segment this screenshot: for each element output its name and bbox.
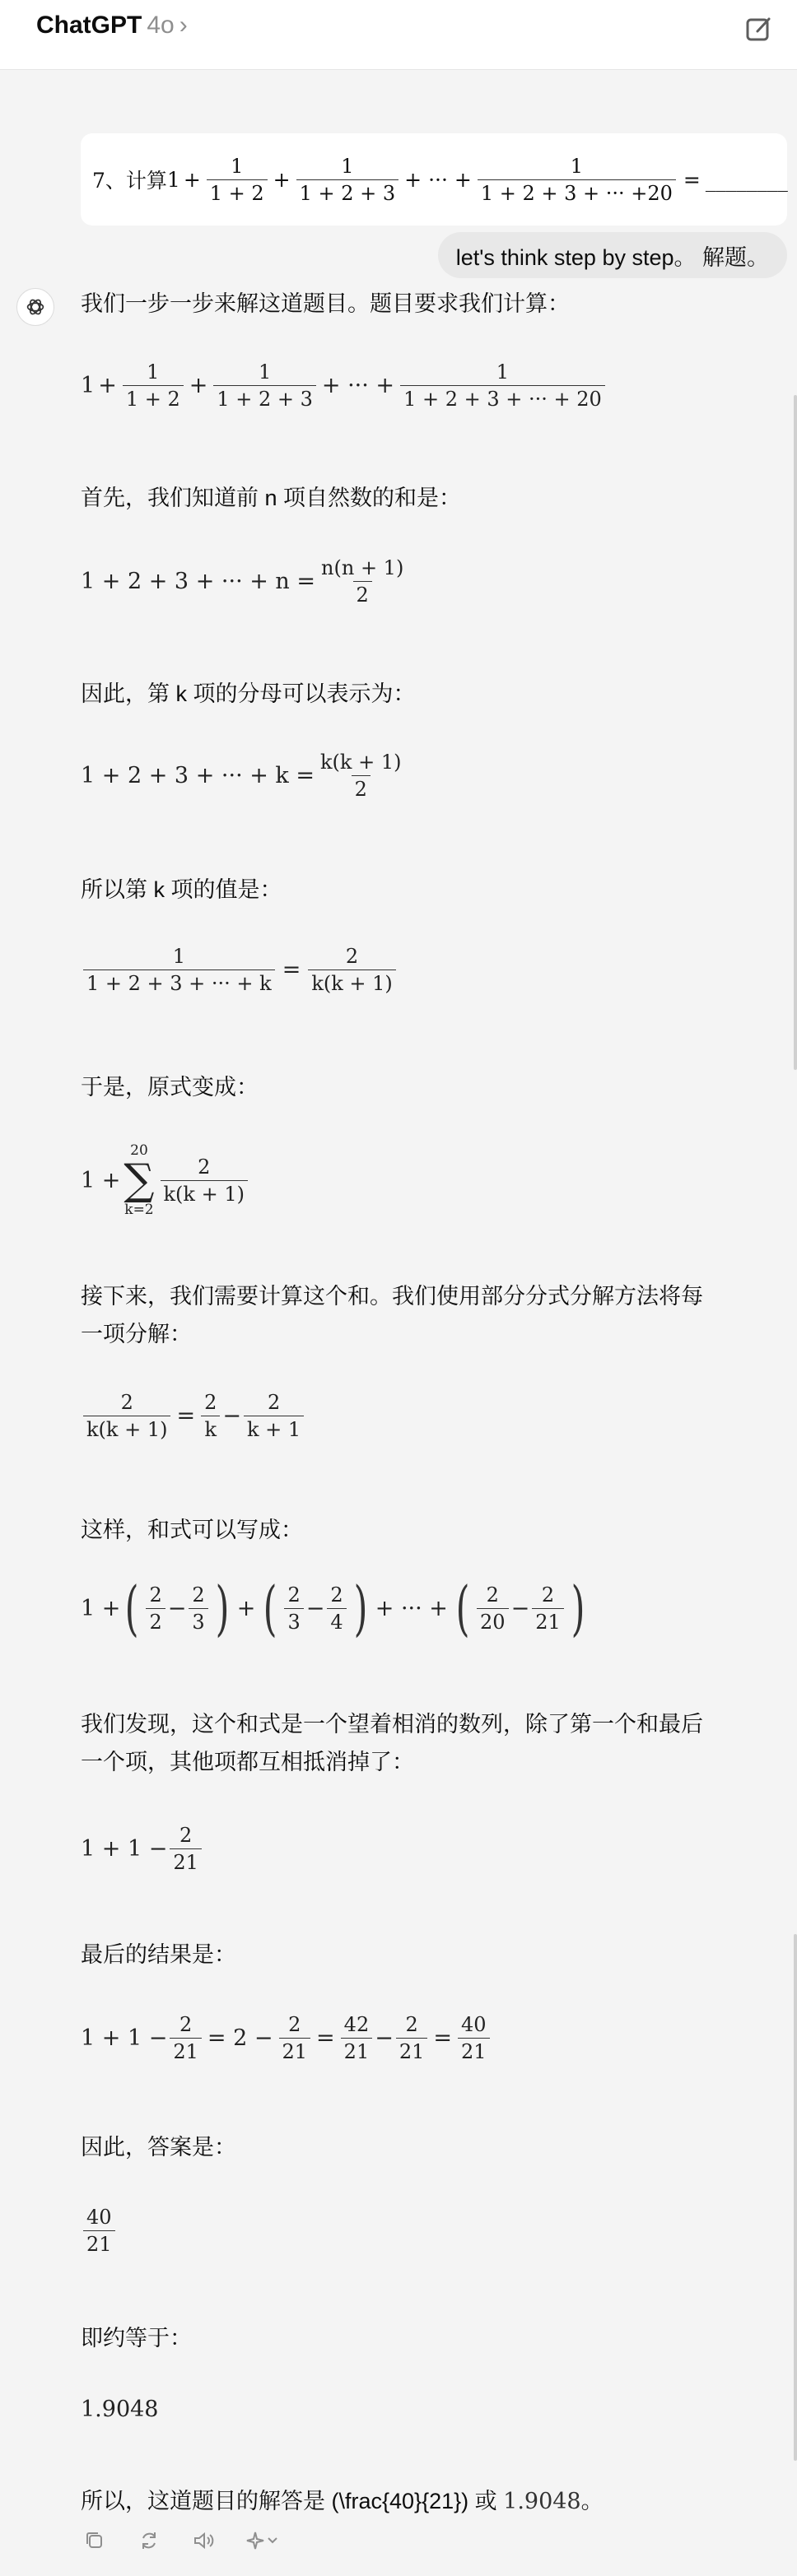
answer-paragraph: 接下来，我们需要计算这个和。我们使用部分分式分解方法将每一项分解： [81, 1284, 703, 1346]
math-expression: $\frac{2}{k(k + 1)}$ = $\frac{2}{k}$ − $\frac{2}{k + 1}$ [81, 1391, 306, 1441]
answer-paragraph: 即约等于： [81, 2326, 192, 2350]
equals-sign: = [683, 167, 701, 192]
user-message-text: let's think step by step。 解题。 [455, 244, 769, 270]
sparkle-icon[interactable] [245, 2528, 280, 2556]
uploaded-question-image[interactable] [81, 133, 787, 226]
answer-paragraph: 这样，和式可以写成： [81, 1518, 303, 1542]
new-chat-icon[interactable] [741, 12, 777, 48]
assistant-avatar [16, 288, 54, 326]
ellipsis-plus: + ··· + [404, 167, 472, 192]
answer-paragraph: 因此，第 k 项的分母可以表示为： [81, 681, 416, 706]
top-bar [0, 0, 797, 70]
model-switcher[interactable] [36, 12, 188, 40]
math-expression: 1 + 1 − $\frac{2}{21}$ = 2 − $\frac{2}{21}$ = $\frac{42}{21}$ − $\frac{2}{21}$ = $\frac{40}{21}$ [81, 2013, 492, 2063]
math-expression: 1 + 20 ∑ k=2 $\frac{2}{k(k + 1)}$ [81, 1142, 250, 1218]
app-title: ChatGPT [36, 12, 142, 39]
user-message-bubble [438, 232, 787, 278]
math-expression: 1 + 1 − $\frac{2}{21}$ [81, 1824, 204, 1874]
question-prefix: 7、计算 [92, 169, 167, 193]
answer-paragraph: 最后的结果是： [81, 1942, 236, 1967]
answer-paragraph: 于是，原式变成： [81, 1075, 259, 1100]
math-expression: 1 + 2 + 3 + ··· + k = $\frac{k(k + 1)}{2}$ [81, 751, 402, 801]
fraction: $\frac{1}{1 + 2 + 3 + \cdot\cdot\cdot +20}$ [478, 155, 676, 205]
plus-sign: + [273, 167, 291, 192]
math-expression: $\frac{1}{1 + 2 + 3 + \cdot\cdot\cdot + k}$ = $\frac{2}{k(k + 1)}$ [81, 945, 398, 995]
math-expression: 1 + $\frac{1}{1 + 2}$ + $\frac{1}{1 + 2 + 3}$ + ··· + $\frac{1}{1 + 2 + 3 + \cdot\cdot\cdot + 20}$ [81, 360, 608, 411]
answer-blank: ________ [705, 167, 788, 192]
read-aloud-icon[interactable] [191, 2528, 216, 2556]
regenerate-icon[interactable] [137, 2528, 161, 2556]
term-one: 1 [166, 167, 180, 192]
answer-paragraph: 我们一步一步来解这道题目。题目要求我们计算： [81, 291, 570, 316]
answer-paragraph: 首先，我们知道前 n 项自然数的和是： [81, 486, 462, 510]
math-expression: 1 + 2 + 3 + ··· + n = $\frac{n(n + 1)}{2}$ [81, 556, 404, 607]
scrollbar-thumb[interactable] [794, 1934, 797, 2461]
answer-paragraph: 我们发现，这个和式是一个望着相消的数列，除了第一个和最后一个项，其他项都互相抵消掉了： [81, 1712, 703, 1774]
fraction: $\frac{1}{1 + 2}$ [207, 155, 268, 205]
plus-sign: + [183, 167, 201, 192]
math-expression: $\frac{40}{21}$ [81, 2206, 118, 2256]
answer-paragraph: 所以，这道题目的解答是 (\frac{40}{21}) 或 1.9048。 [81, 2489, 604, 2514]
copy-icon[interactable] [82, 2528, 107, 2556]
math-value: 1.9048 [81, 2397, 159, 2422]
answer-paragraph: 因此，答案是： [81, 2135, 236, 2160]
model-label: 4o [147, 12, 175, 39]
answer-paragraph: 所以第 k 项的值是： [81, 877, 282, 902]
chevron-right-icon: › [179, 12, 188, 39]
scrollbar[interactable] [794, 395, 797, 1070]
openai-logo-icon [23, 295, 48, 319]
math-expression: 1 + ( $\frac{2}{2}$ − $\frac{2}{3}$ ) + ( $\frac{2}{3}$ − $\frac{2}{4}$ ) + ··· + ( $\frac{2}{20}$ − $\frac{2}{21}$ ) [81, 1574, 585, 1643]
fraction: $\frac{1}{1 + 2 + 3}$ [296, 155, 399, 205]
message-actions [82, 2528, 280, 2556]
